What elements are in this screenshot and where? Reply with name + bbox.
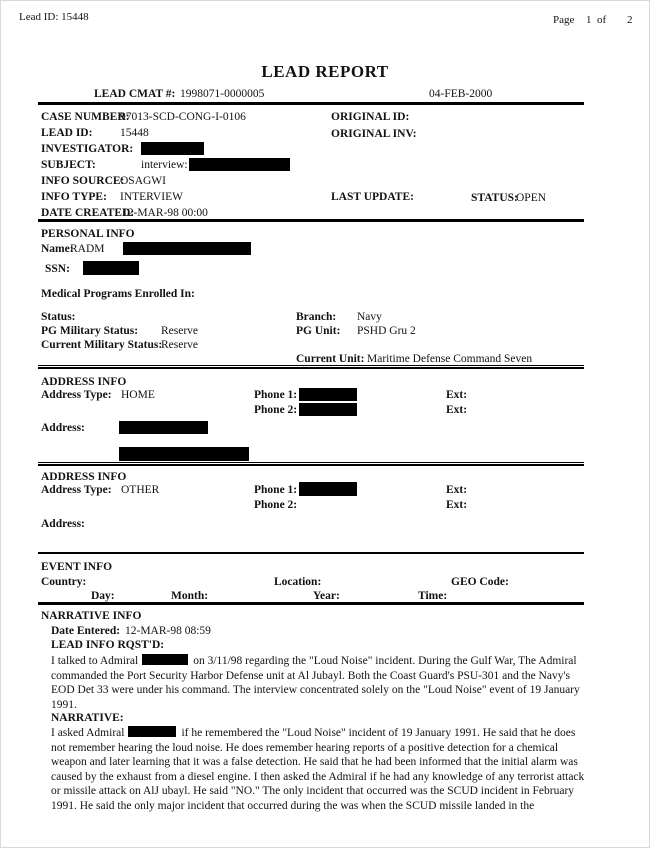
narrative-text-before: I asked Admiral xyxy=(51,727,125,739)
pg-military-status-value: Reserve xyxy=(161,325,199,337)
country-label: Country: xyxy=(41,576,87,588)
narrative-info-title: NARRATIVE INFO xyxy=(41,610,142,622)
redaction-bar-inline-admiral-1 xyxy=(142,654,188,665)
subject-label: SUBJECT: xyxy=(41,159,96,171)
date-entered-value: 12-MAR-98 08:59 xyxy=(125,625,211,637)
info-type-value: INTERVIEW xyxy=(120,191,183,203)
status-label: STATUS: xyxy=(471,192,518,204)
pg-military-status-label: PG Military Status: xyxy=(41,325,139,337)
header-page-label: Page xyxy=(553,14,575,26)
address-home-type-value: HOME xyxy=(121,389,155,401)
current-military-status-value: Reserve xyxy=(161,339,199,351)
divider-double xyxy=(38,365,584,369)
event-info-title: EVENT INFO xyxy=(41,561,113,573)
pg-unit-label: PG Unit: xyxy=(296,325,341,337)
branch-label: Branch: xyxy=(296,311,337,323)
branch-value: Navy xyxy=(357,311,382,323)
address-other-title: ADDRESS INFO xyxy=(41,471,127,483)
day-label: Day: xyxy=(91,590,115,602)
address-home-ext1-label: Ext: xyxy=(446,389,468,401)
header-page-total: 2 xyxy=(627,14,633,26)
address-home-type-label: Address Type: xyxy=(41,389,112,401)
address-home-address-label: Address: xyxy=(41,422,85,434)
redaction-bar-phone1 xyxy=(299,388,357,401)
redaction-bar-ssn xyxy=(83,261,139,275)
ssn-label: SSN: xyxy=(45,263,70,275)
address-other-ext2-label: Ext: xyxy=(446,499,468,511)
date-created-label: DATE CREATED: xyxy=(41,207,135,219)
lead-info-text-before: I talked to Admiral xyxy=(51,655,139,667)
header-page-number: 1 xyxy=(586,14,592,26)
narrative-text-after: if he remembered the "Loud Noise" incident of 19 January 1991. He said that he does not remember hearing the loud noise. He does remember hearing reports of a positive detection for a chemical weapon and later learning that it was a false detection. He said that he had been informed that the initial alarm was caused by the exhaust from a diesel engine. I then asked the Admiral if he had any knowledge of any terrorist attack or missile attack on AlJ ubayl. He said "NO." The only incident that occurred was the SCUD incident in February 1991. He said the only major incident that occurred during the was when the SCUD missile landed in the xyxy=(51,727,585,812)
info-source-label: INFO SOURCE: xyxy=(41,175,125,187)
narrative-label: NARRATIVE: xyxy=(51,712,124,724)
redaction-bar-address-line1 xyxy=(119,421,208,434)
redaction-bar-other-phone1 xyxy=(299,482,357,496)
original-id-label: ORIGINAL ID: xyxy=(331,111,410,123)
investigator-label: INVESTIGATOR: xyxy=(41,143,134,155)
divider xyxy=(38,219,584,222)
name-label: Name: xyxy=(41,243,74,255)
report-date: 04-FEB-2000 xyxy=(429,88,493,100)
address-home-ext2-label: Ext: xyxy=(446,404,468,416)
redaction-bar-address-line2 xyxy=(119,447,249,461)
divider xyxy=(38,552,584,554)
date-entered-label: Date Entered: xyxy=(51,625,121,637)
redaction-bar-phone2 xyxy=(299,403,357,416)
name-rank: RADM xyxy=(70,243,105,255)
address-other-type-value: OTHER xyxy=(121,484,160,496)
address-other-type-label: Address Type: xyxy=(41,484,112,496)
case-number-value: 97013-SCD-CONG-I-0106 xyxy=(120,111,246,123)
original-inv-label: ORIGINAL INV: xyxy=(331,128,417,140)
location-label: Location: xyxy=(274,576,322,588)
medical-programs-label: Medical Programs Enrolled In: xyxy=(41,288,195,300)
redaction-bar-investigator xyxy=(141,142,204,155)
divider xyxy=(38,602,584,605)
redaction-bar-inline-admiral-2 xyxy=(128,726,176,737)
redaction-bar-name xyxy=(123,242,251,255)
divider-double xyxy=(38,462,584,466)
address-home-title: ADDRESS INFO xyxy=(41,376,127,388)
divider xyxy=(38,102,584,105)
status-value: OPEN xyxy=(516,192,547,204)
lead-cmat-value: 1998071-0000005 xyxy=(180,88,265,100)
address-other-phone2-label: Phone 2: xyxy=(254,499,298,511)
address-other-phone1-label: Phone 1: xyxy=(254,484,298,496)
current-unit-label: Current Unit: xyxy=(296,353,365,365)
current-unit-value: Maritime Defense Command Seven xyxy=(367,353,533,365)
address-other-ext1-label: Ext: xyxy=(446,484,468,496)
lead-cmat-label: LEAD CMAT #: xyxy=(94,88,176,100)
lead-info-paragraph xyxy=(51,654,591,712)
subject-value: interview: xyxy=(141,159,188,171)
date-created-value: 12-MAR-98 00:00 xyxy=(122,207,208,219)
info-source-value: OSAGWI xyxy=(120,175,166,187)
year-label: Year: xyxy=(313,590,340,602)
personal-info-title: PERSONAL INFO xyxy=(41,228,135,240)
month-label: Month: xyxy=(171,590,209,602)
address-home-phone1-label: Phone 1: xyxy=(254,389,298,401)
lead-info-rqstd-label: LEAD INFO RQST'D: xyxy=(51,639,165,651)
lead-id-value: 15448 xyxy=(120,127,149,139)
lead-id-label: LEAD ID: xyxy=(41,127,93,139)
address-home-phone2-label: Phone 2: xyxy=(254,404,298,416)
page-title: LEAD REPORT xyxy=(261,62,389,81)
geo-code-label: GEO Code: xyxy=(451,576,509,588)
header-lead-id: Lead ID: 15448 xyxy=(19,11,89,23)
address-other-address-label: Address: xyxy=(41,518,85,530)
personal-status-label: Status: xyxy=(41,311,76,323)
lead-info-text-after: on 3/11/98 regarding the "Loud Noise" incident. During the Gulf War, The Admiral commanded the Port Security Harbor Defense unit at Al Jubayl. Both the Coast Guard's PSU-301 and the Navy's EOD Det 33 were under his command. The interview concentrated solely on the "Loud Noise" event of 19 January 1991. xyxy=(51,655,580,711)
last-update-label: LAST UPDATE: xyxy=(331,191,414,203)
header-page-of: of xyxy=(597,14,607,26)
redaction-bar-subject xyxy=(189,158,290,171)
time-label: Time: xyxy=(418,590,448,602)
pg-unit-value: PSHD Gru 2 xyxy=(357,325,416,337)
narrative-paragraph xyxy=(51,726,591,814)
info-type-label: INFO TYPE: xyxy=(41,191,107,203)
current-military-status-label: Current Military Status: xyxy=(41,339,163,351)
case-number-label: CASE NUMBER: xyxy=(41,111,130,123)
